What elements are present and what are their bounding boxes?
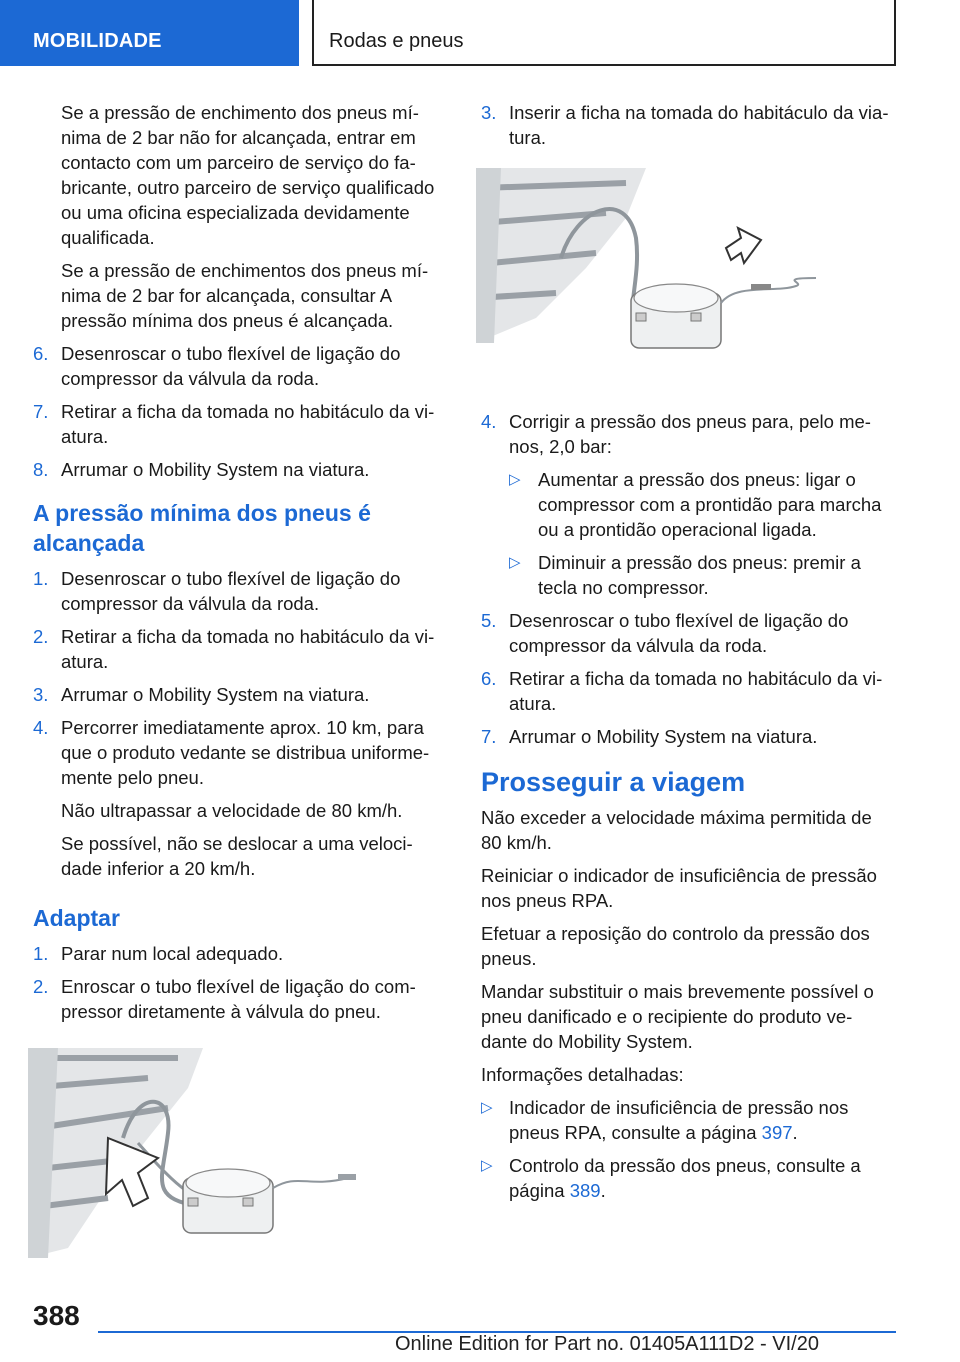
body-paragraph: Reiniciar o indicador de insuficiência de pressão nos pneus RPA.: [481, 865, 877, 911]
step-text: Inserir a ficha na tomada do habitáculo da via‐ tura.: [509, 102, 889, 148]
step-item: [481, 724, 896, 749]
page-number: 388: [33, 1300, 80, 1331]
step-number: 1.: [33, 943, 49, 964]
step-number: 8.: [33, 459, 49, 480]
step-number: 4.: [33, 717, 49, 738]
step-note: Não ultrapassar a velocidade de 80 km/h.: [61, 800, 403, 821]
step-item: [33, 974, 448, 1024]
reference-text: Indicador de insuficiência de pressão nos pneus RPA, consulte a página: [509, 1097, 849, 1143]
step-text: Arrumar o Mobility System na viatura.: [509, 726, 818, 747]
step-number: 7.: [481, 726, 497, 747]
step-item: [33, 941, 448, 966]
bullet-item: [481, 467, 896, 542]
step-number: 5.: [481, 610, 497, 631]
step-text: Enroscar o tubo flexível de ligação do com‐ pressor diretamente à válvula do pneu.: [61, 976, 416, 1022]
section-tab: [0, 0, 299, 66]
step-item: [33, 715, 448, 790]
step-text: Retirar a ficha da tomada no habitáculo da vi‐ atura.: [61, 626, 435, 672]
section-title: MOBILIDADE: [33, 30, 162, 52]
intro-paragraph: Se a pressão de enchimento dos pneus mí‐ nima de 2 bar não for alcançada, entrar em contacto com um parceiro de serviço do fa‐ bricante, outro parceiro de serviço qualificado ou uma oficina especializada devidamente qualificada.: [61, 102, 435, 248]
step-number: 2.: [33, 626, 49, 647]
step-item: [481, 608, 896, 658]
step-number: 7.: [33, 401, 49, 422]
step-number: 3.: [481, 102, 497, 123]
step-number: 6.: [481, 668, 497, 689]
step-text: Desenroscar o tubo flexível de ligação do compressor da válvula da roda.: [61, 568, 401, 614]
triangle-bullet-icon: ▷: [509, 471, 521, 488]
step-note: Se possível, não se deslocar a uma veloci‐ dade inferior a 20 km/h.: [61, 833, 413, 879]
step-text: Desenroscar o tubo flexível de ligação do compressor da válvula da roda.: [61, 343, 401, 389]
left-column: [33, 100, 448, 1279]
body-paragraph: Mandar substituir o mais brevemente possível o pneu danificado e o recipiente do produto ve‐ dante do Mobility System.: [481, 981, 874, 1052]
bullet-text: Aumentar a pressão dos pneus: ligar o compressor com a prontidão para marcha ou a prontidão operacional ligada.: [538, 469, 882, 540]
reference-end: .: [600, 1180, 606, 1201]
page-link-389[interactable]: 389: [569, 1180, 601, 1201]
step-text: Percorrer imediatamente aprox. 10 km, para que o produto vedante se distribua uniforme‐ mente pelo pneu.: [61, 717, 430, 788]
step-item: [481, 666, 896, 716]
section-heading: Prosseguir a viagem: [481, 767, 746, 797]
step-item: [481, 100, 896, 150]
right-column: [481, 100, 896, 1211]
reference-item: [481, 1095, 896, 1145]
step-text: Corrigir a pressão dos pneus para, pelo me‐ nos, 2,0 bar:: [509, 411, 871, 457]
triangle-bullet-icon: ▷: [481, 1099, 493, 1116]
reference-end: .: [792, 1122, 798, 1143]
compressor-valve-illustration: [28, 1048, 443, 1258]
section-heading: Adaptar: [33, 905, 120, 931]
step-number: 2.: [33, 976, 49, 997]
triangle-bullet-icon: ▷: [509, 554, 521, 571]
step-text: Retirar a ficha da tomada no habitáculo da vi‐ atura.: [509, 668, 883, 714]
body-paragraph: Efetuar a reposição do controlo da pressão dos pneus.: [481, 923, 870, 969]
step-text: Arrumar o Mobility System na viatura.: [61, 684, 370, 705]
step-number: 1.: [33, 568, 49, 589]
step-item: [481, 409, 896, 459]
step-number: 6.: [33, 343, 49, 364]
section-heading: A pressão mínima dos pneus é alcançada: [33, 500, 371, 556]
intro-paragraph: Se a pressão de enchimentos dos pneus mí‐ nima de 2 bar for alcançada, consultar A pressão mínima dos pneus é alcançada.: [61, 260, 429, 331]
step-text: Arrumar o Mobility System na viatura.: [61, 459, 370, 480]
topic-title: Rodas e pneus: [329, 30, 464, 52]
step-item: [33, 624, 448, 674]
body-paragraph: Não exceder a velocidade máxima permitida de 80 km/h.: [481, 807, 872, 853]
reference-text: Controlo da pressão dos pneus, consulte a página: [509, 1155, 861, 1201]
reference-item: [481, 1153, 896, 1203]
body-paragraph: Informações detalhadas:: [481, 1064, 684, 1085]
step-number: 3.: [33, 684, 49, 705]
step-item: [33, 341, 448, 391]
step-item: [33, 457, 448, 482]
edition-label: Online Edition for Part no. 01405A111D2 - VI/20: [395, 1333, 819, 1355]
step-text: Retirar a ficha da tomada no habitáculo da vi‐ atura.: [61, 401, 435, 447]
compressor-plug-illustration: [476, 168, 891, 378]
step-item: [33, 566, 448, 616]
step-item: [33, 682, 448, 707]
step-item: [33, 399, 448, 449]
step-text: Desenroscar o tubo flexível de ligação do compressor da válvula da roda.: [509, 610, 849, 656]
bullet-item: [481, 550, 896, 600]
triangle-bullet-icon: ▷: [481, 1157, 493, 1174]
bullet-text: Diminuir a pressão dos pneus: premir a tecla no compressor.: [538, 552, 861, 598]
step-text: Parar num local adequado.: [61, 943, 284, 964]
topic-tab: [312, 0, 896, 66]
step-number: 4.: [481, 411, 497, 432]
page-link-397[interactable]: 397: [761, 1122, 793, 1143]
